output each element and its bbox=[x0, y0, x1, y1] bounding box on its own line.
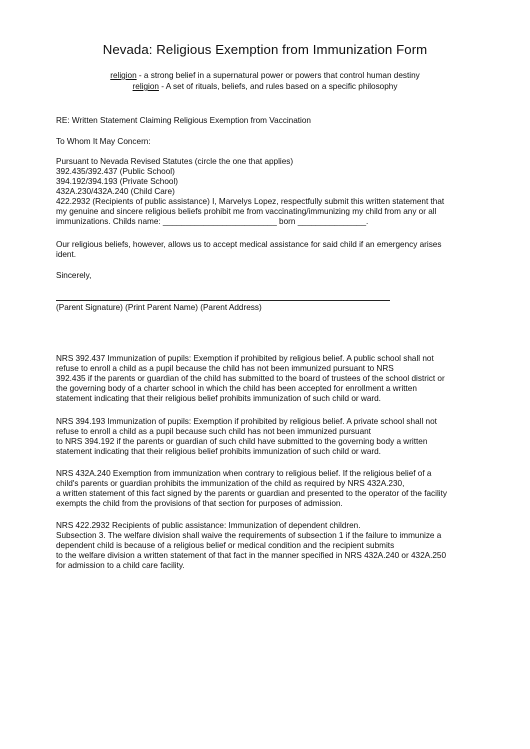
child-name-line: immunizations. Childs name: _________________________ born _______________. bbox=[56, 217, 369, 226]
medical-paragraph-line: ident. bbox=[56, 250, 77, 259]
salutation: To Whom It May Concern: bbox=[56, 137, 151, 146]
re-line: RE: Written Statement Claiming Religious Exemption from Vaccination bbox=[56, 116, 311, 125]
definition-supernatural bbox=[0, 71, 530, 80]
statute-text-line: dependent child is because of a religious belief or medical condition and the recipient submits bbox=[56, 541, 395, 550]
statute-intro-line: Pursuant to Nevada Revised Statutes (circle the one that applies) bbox=[56, 157, 294, 166]
statute-text-line: the governing body of a charter school in which the child has been accepted for enrollment a written bbox=[56, 384, 417, 393]
statute-text-line: for admission to a child care facility. bbox=[56, 561, 185, 570]
statute-option-public-assistance: 422.2932 (Recipients of public assistance) I, Marvelys Lopez, respectfully submit this written statement that bbox=[56, 197, 445, 206]
statute-text-line: Subsection 3. The welfare division shall waive the requirements of subsection 1 if the failure to immunize a bbox=[56, 531, 442, 540]
statute-option-childcare: 432A.230/432A.240 (Child Care) bbox=[56, 187, 175, 196]
statute-option-public: 392.435/392.437 (Public School) bbox=[56, 167, 175, 176]
statute-text-line: NRS 392.437 Immunization of pupils: Exemption if prohibited by religious belief. A public school shall not bbox=[56, 354, 434, 363]
statute-text-line: exempts the child from the provisions of that section for purposes of admission. bbox=[56, 499, 343, 508]
definition-term: religion bbox=[110, 71, 137, 80]
definition-term: religion bbox=[132, 82, 159, 91]
document-title: Nevada: Religious Exemption from Immunization Form bbox=[102, 42, 428, 57]
definition-rituals bbox=[0, 82, 530, 91]
statute-text-line: refuse to enroll a child as a pupil because such child has not been immunized pursuant bbox=[56, 427, 371, 436]
statute-text-line: refuse to enroll a child as a pupil because the child has not been immunized pursuant to NRS bbox=[56, 364, 394, 373]
closing: Sincerely, bbox=[56, 271, 92, 280]
statute-text-line: NRS 422.2932 Recipients of public assistance: Immunization of dependent children. bbox=[56, 521, 361, 530]
definition-text: - a strong belief in a supernatural power or powers that control human destiny bbox=[136, 71, 420, 80]
signature-line bbox=[56, 300, 390, 301]
statute-text-line: 392.435 if the parents or guardian of the child has submitted to the board of trustees of the school district or bbox=[56, 374, 445, 383]
statute-text-line: statement indicating that their religious belief prohibits immunization of such child or ward. bbox=[56, 447, 381, 456]
statute-text-line: to the welfare division a written statement of that fact in the manner specified in NRS 432A.240 or 432A.250 bbox=[56, 551, 447, 560]
statute-text-line: to NRS 394.192 if the parents or guardian of such child have submitted to the governing body a written bbox=[56, 437, 428, 446]
statute-text-line: NRS 394.193 Immunization of pupils: Exemption if prohibited by religious belief. A private school shall not bbox=[56, 417, 437, 426]
medical-paragraph-line: Our religious beliefs, however, allows us to accept medical assistance for said child if an emergency arises bbox=[56, 240, 442, 249]
statement-line: my genuine and sincere religious beliefs prohibit me from vaccinating/immunizing my child from any or all bbox=[56, 207, 437, 216]
statute-text-line: NRS 432A.240 Exemption from immunization when contrary to religious belief. If the religious belief of a bbox=[56, 469, 432, 478]
statute-option-private: 394.192/394.193 (Private School) bbox=[56, 177, 178, 186]
statute-text-line: child's parents or guardian prohibits the immunization of the child as required by NRS 432A.230, bbox=[56, 479, 405, 488]
signature-caption: (Parent Signature) (Print Parent Name) (Parent Address) bbox=[56, 303, 262, 312]
statute-text-line: statement indicating that their religious belief prohibits immunization of such child or ward. bbox=[56, 394, 381, 403]
statute-text-line: a written statement of this fact signed by the parents or guardian and presented to the operator of the facility bbox=[56, 489, 447, 498]
definition-text: - A set of rituals, beliefs, and rules based on a specific philosophy bbox=[158, 82, 398, 91]
